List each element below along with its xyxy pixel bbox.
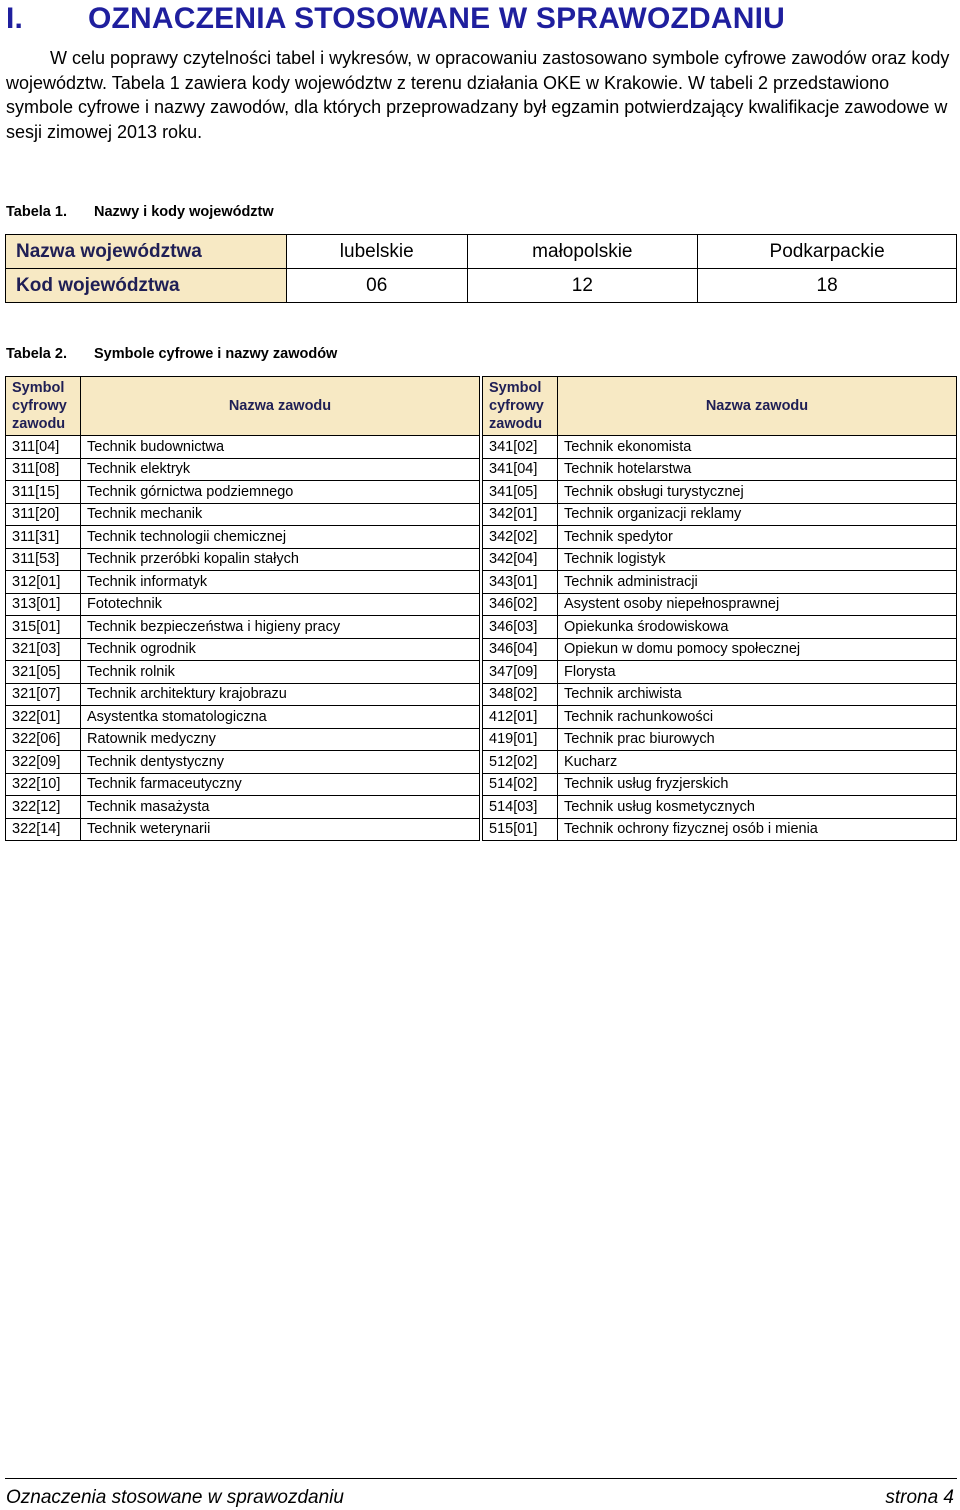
profession-symbol: 321[05]	[6, 661, 81, 684]
profession-symbol: 412[01]	[483, 706, 558, 729]
profession-name: Asystent osoby niepełnosprawnej	[558, 593, 957, 616]
profession-symbol: 322[14]	[6, 818, 81, 841]
profession-name: Technik obsługi turystycznej	[558, 481, 957, 504]
profession-name: Technik technologii chemicznej	[81, 526, 480, 549]
voivodeship-table	[5, 234, 957, 303]
profession-symbol: 514[02]	[483, 773, 558, 796]
profession-symbol: 515[01]	[483, 818, 558, 841]
table1-caption-label: Tabela 1.	[6, 204, 67, 220]
table-row	[6, 593, 957, 616]
header-symbol: Symbol cyfrowy zawodu	[6, 377, 81, 436]
profession-name: Technik spedytor	[558, 526, 957, 549]
table2-caption-label: Tabela 2.	[6, 346, 67, 362]
voivodeship-code-cell: 12	[467, 269, 698, 303]
professions-body	[6, 436, 957, 841]
profession-name: Technik administracji	[558, 571, 957, 594]
footer-divider	[5, 1478, 957, 1479]
profession-symbol: 419[01]	[483, 728, 558, 751]
profession-name: Florysta	[558, 661, 957, 684]
profession-symbol: 342[04]	[483, 548, 558, 571]
table2-caption	[6, 346, 337, 362]
profession-name: Technik dentystyczny	[81, 751, 480, 774]
voivodeship-code-row	[6, 269, 957, 303]
table-row	[6, 616, 957, 639]
voivodeship-code-label: Kod województwa	[6, 269, 287, 303]
voivodeship-name-cell: lubelskie	[287, 235, 468, 269]
profession-name: Technik usług kosmetycznych	[558, 796, 957, 819]
voivodeship-code-cell: 06	[287, 269, 468, 303]
professions-table	[5, 376, 957, 841]
profession-symbol: 311[20]	[6, 503, 81, 526]
profession-symbol: 321[03]	[6, 638, 81, 661]
table1-caption-text: Nazwy i kody województw	[94, 204, 274, 220]
profession-name: Kucharz	[558, 751, 957, 774]
table-row	[6, 773, 957, 796]
profession-symbol: 347[09]	[483, 661, 558, 684]
profession-symbol: 342[02]	[483, 526, 558, 549]
profession-name: Technik ekonomista	[558, 436, 957, 459]
voivodeship-name-row	[6, 235, 957, 269]
header-name: Nazwa zawodu	[81, 377, 480, 436]
professions-header-row	[6, 377, 957, 436]
table-row	[6, 683, 957, 706]
profession-symbol: 346[04]	[483, 638, 558, 661]
profession-symbol: 348[02]	[483, 683, 558, 706]
table-row	[6, 706, 957, 729]
profession-name: Technik ochrony fizycznej osób i mienia	[558, 818, 957, 841]
profession-symbol: 312[01]	[6, 571, 81, 594]
profession-symbol: 311[31]	[6, 526, 81, 549]
profession-symbol: 341[04]	[483, 458, 558, 481]
table-row	[6, 571, 957, 594]
profession-name: Ratownik medyczny	[81, 728, 480, 751]
profession-name: Technik informatyk	[81, 571, 480, 594]
table-row	[6, 661, 957, 684]
profession-name: Technik prac biurowych	[558, 728, 957, 751]
profession-name: Technik bezpieczeństwa i higieny pracy	[81, 616, 480, 639]
profession-name: Technik archiwista	[558, 683, 957, 706]
voivodeship-name-cell: Podkarpackie	[698, 235, 957, 269]
table-row	[6, 526, 957, 549]
voivodeship-name-label: Nazwa województwa	[6, 235, 287, 269]
table2-caption-text: Symbole cyfrowe i nazwy zawodów	[94, 346, 338, 362]
profession-symbol: 514[03]	[483, 796, 558, 819]
profession-symbol: 342[01]	[483, 503, 558, 526]
profession-symbol: 346[02]	[483, 593, 558, 616]
profession-symbol: 311[15]	[6, 481, 81, 504]
table-row	[6, 638, 957, 661]
profession-symbol: 512[02]	[483, 751, 558, 774]
profession-symbol: 322[09]	[6, 751, 81, 774]
profession-name: Technik farmaceutyczny	[81, 773, 480, 796]
voivodeship-code-cell: 18	[698, 269, 957, 303]
table-row	[6, 751, 957, 774]
profession-name: Technik logistyk	[558, 548, 957, 571]
profession-symbol: 315[01]	[6, 616, 81, 639]
profession-name: Technik usług fryzjerskich	[558, 773, 957, 796]
profession-name: Opiekunka środowiskowa	[558, 616, 957, 639]
profession-symbol: 322[01]	[6, 706, 81, 729]
profession-symbol: 322[12]	[6, 796, 81, 819]
profession-name: Technik rolnik	[81, 661, 480, 684]
profession-symbol: 341[02]	[483, 436, 558, 459]
profession-symbol: 313[01]	[6, 593, 81, 616]
profession-symbol: 341[05]	[483, 481, 558, 504]
profession-symbol: 343[01]	[483, 571, 558, 594]
page-footer	[6, 1487, 954, 1509]
profession-name: Fototechnik	[81, 593, 480, 616]
profession-symbol: 311[04]	[6, 436, 81, 459]
header-name: Nazwa zawodu	[558, 377, 957, 436]
profession-symbol: 311[53]	[6, 548, 81, 571]
profession-name: Technik ogrodnik	[81, 638, 480, 661]
header-symbol: Symbol cyfrowy zawodu	[483, 377, 558, 436]
profession-name: Technik budownictwa	[81, 436, 480, 459]
profession-name: Technik przeróbki kopalin stałych	[81, 548, 480, 571]
profession-name: Asystentka stomatologiczna	[81, 706, 480, 729]
page-number: strona 4	[885, 1487, 954, 1508]
profession-name: Technik mechanik	[81, 503, 480, 526]
section-heading	[6, 2, 785, 36]
table-row	[6, 818, 957, 841]
profession-name: Technik organizacji reklamy	[558, 503, 957, 526]
voivodeship-name-cell: małopolskie	[467, 235, 698, 269]
profession-name: Technik masażysta	[81, 796, 480, 819]
section-title: OZNACZENIA STOSOWANE W SPRAWOZDANIU	[88, 2, 785, 35]
table-row	[6, 548, 957, 571]
footer-title: Oznaczenia stosowane w sprawozdaniu	[6, 1487, 344, 1508]
profession-name: Technik architektury krajobrazu	[81, 683, 480, 706]
table-row	[6, 796, 957, 819]
profession-name: Opiekun w domu pomocy społecznej	[558, 638, 957, 661]
table1-caption	[6, 204, 274, 220]
profession-name: Technik rachunkowości	[558, 706, 957, 729]
intro-paragraph: W celu poprawy czytelności tabel i wykresów, w opracowaniu zastosowano symbole cyfrowe zawodów oraz kody województw. Tabela 1 zawiera kody województw z terenu działania OKE w Krakowie. W tabeli 2 przedstawiono symbole cyfrowe i nazwy zawodów, dla których przeprowadzany był egzamin potwierdzający kwalifikacje zawodowe w sesji zimowej 2013 roku.	[6, 48, 950, 142]
profession-symbol: 322[06]	[6, 728, 81, 751]
table-row	[6, 503, 957, 526]
section-number: I.	[6, 2, 24, 35]
profession-name: Technik weterynarii	[81, 818, 480, 841]
table-row	[6, 436, 957, 459]
profession-name: Technik hotelarstwa	[558, 458, 957, 481]
profession-name: Technik górnictwa podziemnego	[81, 481, 480, 504]
profession-name: Technik elektryk	[81, 458, 480, 481]
table-row	[6, 728, 957, 751]
profession-symbol: 322[10]	[6, 773, 81, 796]
table-row	[6, 481, 957, 504]
table-row	[6, 458, 957, 481]
profession-symbol: 321[07]	[6, 683, 81, 706]
profession-symbol: 311[08]	[6, 458, 81, 481]
profession-symbol: 346[03]	[483, 616, 558, 639]
